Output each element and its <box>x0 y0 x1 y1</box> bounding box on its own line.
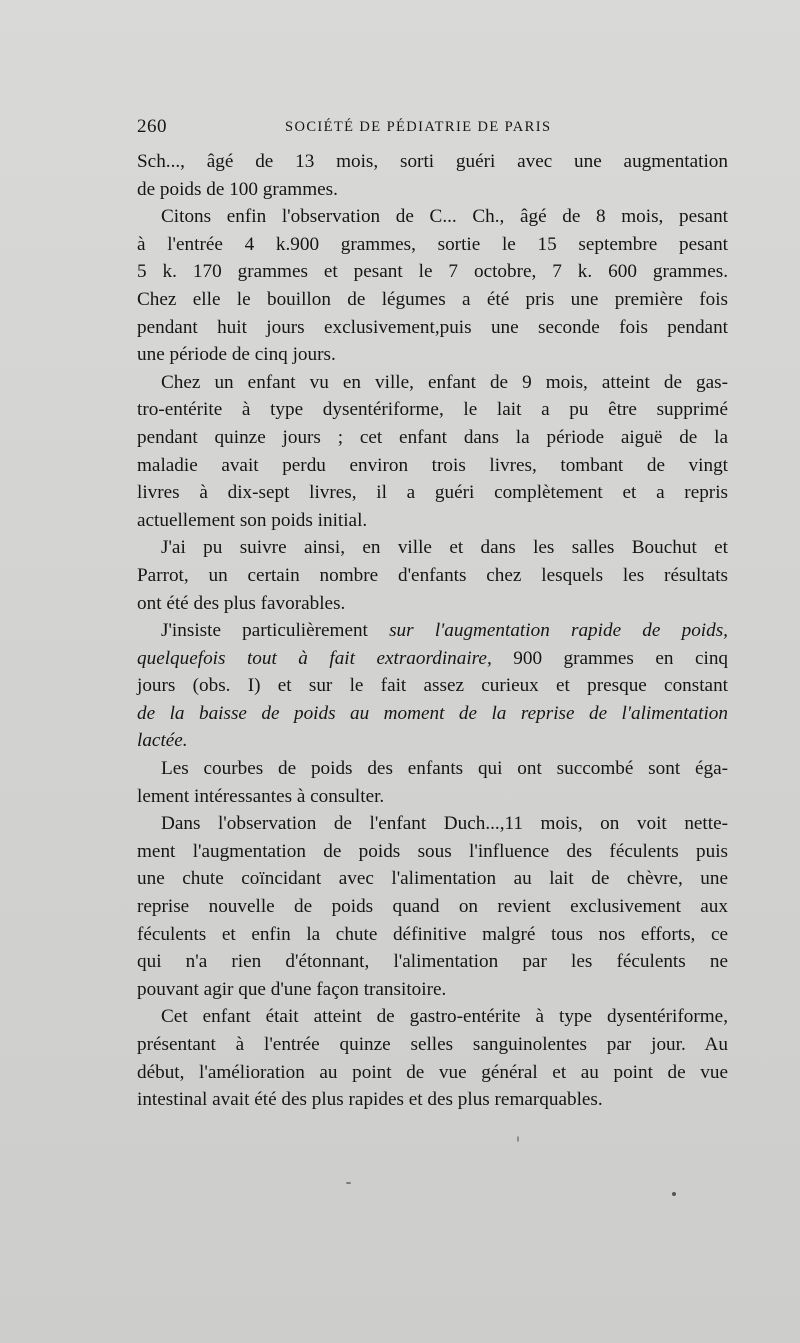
text-run: à l'entrée 4 k.900 grammes, sortie le 15 septembre pesant <box>137 233 728 255</box>
text-run: pouvant agir que d'une façon transitoire. <box>137 978 447 1000</box>
journal-title: SOCIÉTÉ DE PÉDIATRIE DE PARIS <box>285 119 552 135</box>
scan-speck <box>517 1136 519 1142</box>
text-run: Cet enfant était atteint de gastro-entérite à type dysentériforme, <box>161 1006 728 1028</box>
text-line <box>137 617 728 645</box>
text-run: ment l'augmentation de poids sous l'influence des féculents puis <box>137 840 728 862</box>
text-run: Les courbes de poids des enfants qui ont succombé sont éga- <box>161 758 728 780</box>
text-run: lement intéressantes à consulter. <box>137 785 385 807</box>
text-run: pendant huit jours exclusivement,puis une seconde fois pendant <box>137 316 728 338</box>
scan-speck <box>346 1182 351 1184</box>
text-run: ont été des plus favorables. <box>137 592 346 614</box>
page-number: 260 <box>137 116 167 137</box>
text-run: Sch..., âgé de 13 mois, sorti guéri avec une augmentation <box>137 151 728 172</box>
text-run: livres à dix-sept livres, il a guéri complètement et a repris <box>137 482 728 504</box>
text-run: une période de cinq jours. <box>137 344 336 366</box>
text-line <box>137 783 728 811</box>
text-line <box>137 1031 728 1059</box>
text-line <box>137 176 728 204</box>
text-line <box>137 700 728 728</box>
running-head <box>137 116 727 140</box>
body-text <box>137 148 728 1114</box>
italic-text: quelquefois tout à fait extraordinaire, <box>137 647 492 669</box>
scan-speck <box>672 1192 676 1196</box>
text-run: présentant à l'entrée quinze selles sanguinolentes par jour. Au <box>137 1034 728 1055</box>
text-line <box>137 893 728 921</box>
text-run: maladie avait perdu environ trois livres, tombant de vingt <box>137 454 728 476</box>
text-line <box>137 148 728 176</box>
text-run: intestinal avait été des plus rapides et des plus remarquables. <box>137 1089 603 1111</box>
text-line <box>137 755 728 783</box>
text-line <box>137 838 728 866</box>
text-run: reprise nouvelle de poids quand on revient exclusivement aux <box>137 896 728 918</box>
text-run: J'insiste particulièrement <box>161 620 390 642</box>
text-line <box>137 562 728 590</box>
text-line <box>137 314 728 342</box>
text-line <box>137 727 728 755</box>
text-line <box>137 921 728 949</box>
text-line <box>137 645 728 673</box>
text-line <box>137 396 728 424</box>
text-line <box>137 507 728 535</box>
text-line <box>137 810 728 838</box>
text-run: 900 grammes en cinq <box>491 647 729 669</box>
text-line <box>137 865 728 893</box>
text-line <box>137 452 728 480</box>
text-line <box>137 672 728 700</box>
text-line <box>137 976 728 1004</box>
text-run: féculents et enfin la chute définitive malgré tous nos efforts, ce <box>137 923 728 945</box>
text-line <box>137 203 728 231</box>
text-line <box>137 1003 728 1031</box>
text-run: Chez un enfant vu en ville, enfant de 9 mois, atteint de gas- <box>161 371 728 393</box>
italic-text: lactée. <box>137 730 188 752</box>
text-line <box>137 1086 728 1114</box>
text-line <box>137 369 728 397</box>
text-run: 5 k. 170 grammes et pesant le 7 octobre, 7 k. 600 grammes. <box>137 261 728 283</box>
text-run: tro-entérite à type dysentériforme, le lait a pu être supprimé <box>137 399 728 421</box>
text-run: Chez elle le bouillon de légumes a été pris une première fois <box>137 288 728 310</box>
text-line <box>137 948 728 976</box>
text-line <box>137 590 728 618</box>
text-line <box>137 424 728 452</box>
text-run: J'ai pu suivre ainsi, en ville et dans les salles Bouchut et <box>161 537 728 559</box>
text-run: début, l'amélioration au point de vue général et au point de vue <box>137 1061 728 1083</box>
text-run: de poids de 100 grammes. <box>137 178 338 200</box>
text-run: Citons enfin l'observation de C... Ch., âgé de 8 mois, pesant <box>161 206 728 228</box>
text-line <box>137 258 728 286</box>
text-run: pendant quinze jours ; cet enfant dans la période aiguë de la <box>137 426 728 448</box>
text-line <box>137 341 728 369</box>
text-run: Parrot, un certain nombre d'enfants chez lesquels les résultats <box>137 564 728 586</box>
italic-text: de la baisse de poids au moment de la reprise de l'alimentation <box>137 702 728 724</box>
text-line <box>137 286 728 314</box>
text-line <box>137 534 728 562</box>
text-run: actuellement son poids initial. <box>137 509 368 531</box>
text-line <box>137 1059 728 1087</box>
text-run: qui n'a rien d'étonnant, l'alimentation par les féculents ne <box>137 951 728 973</box>
text-run: Dans l'observation de l'enfant Duch...,11 mois, on voit nette- <box>161 813 728 835</box>
text-run: jours (obs. I) et sur le fait assez curieux et presque constant <box>137 675 728 697</box>
text-line <box>137 479 728 507</box>
text-line <box>137 231 728 259</box>
text-run: une chute coïncidant avec l'alimentation au lait de chèvre, une <box>137 868 728 890</box>
italic-text: sur l'augmentation rapide de poids, <box>389 620 728 642</box>
